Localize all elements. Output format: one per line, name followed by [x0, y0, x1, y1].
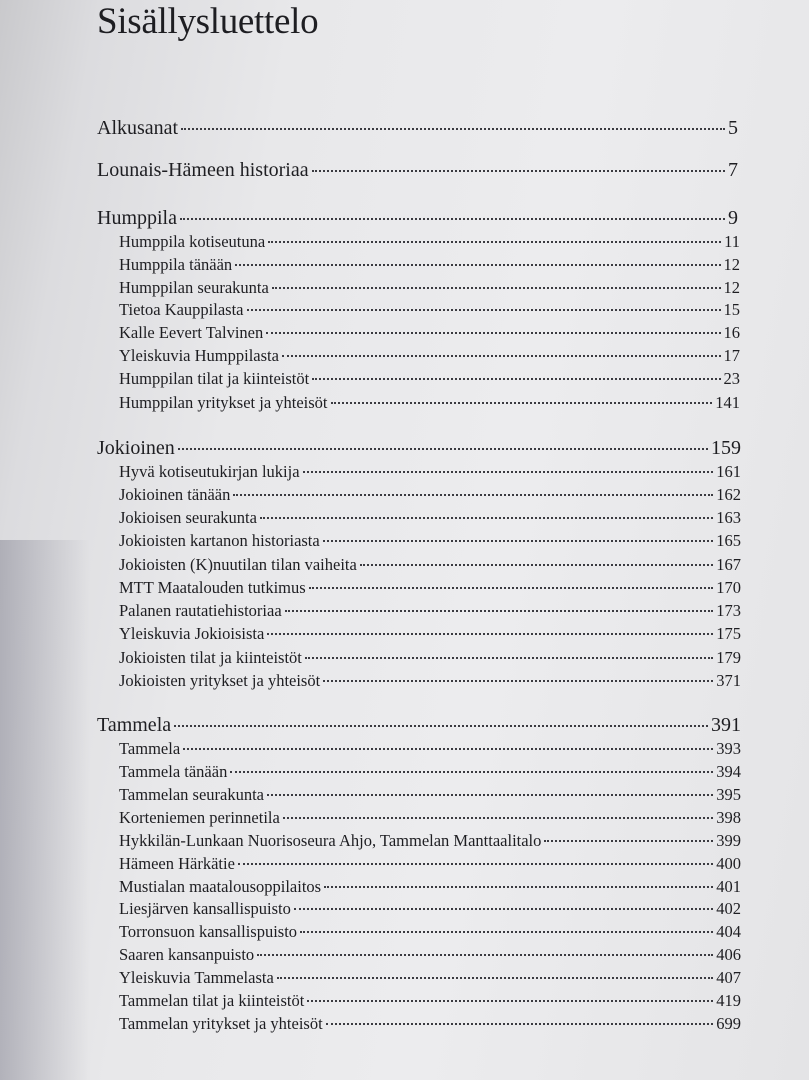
entry-title: Torronsuon kansallispuisto — [119, 922, 298, 941]
page-number: 170 — [716, 578, 741, 597]
dot-leader — [307, 1000, 713, 1002]
dot-leader — [233, 494, 713, 496]
page-number: 399 — [716, 831, 741, 850]
dot-leader — [277, 977, 713, 979]
page-number: 11 — [724, 232, 740, 251]
dot-leader — [312, 170, 725, 172]
entry-title: Tammelan seurakunta — [119, 785, 264, 804]
entry-title: Saaren kansanpuisto — [119, 945, 255, 964]
dot-leader — [178, 448, 708, 450]
toc-entry — [119, 601, 741, 621]
entry-title: Hyvä kotiseutukirjan lukija — [119, 462, 300, 481]
page-number: 12 — [723, 278, 740, 297]
dot-leader — [260, 517, 713, 519]
page-number: 395 — [716, 785, 741, 804]
page-number: 163 — [716, 508, 741, 527]
page-number: 699 — [716, 1014, 741, 1033]
page-number: 23 — [723, 369, 740, 388]
toc-entry — [119, 485, 741, 505]
page-number: 17 — [723, 346, 740, 365]
toc-entry — [119, 578, 741, 598]
entry-title: Tammelan tilat ja kiinteistöt — [119, 991, 305, 1010]
dot-leader — [309, 587, 714, 589]
dot-leader — [326, 1023, 714, 1025]
page-number: 398 — [716, 808, 741, 827]
dot-leader — [267, 633, 713, 635]
page-number: 7 — [728, 159, 738, 181]
toc-section — [97, 206, 738, 230]
entry-title: Jokioisten (K)nuutilan tilan vaiheita — [119, 555, 357, 574]
entry-title: Kalle Eevert Talvinen — [119, 323, 264, 342]
page-number: 419 — [716, 991, 741, 1010]
toc-entry — [119, 462, 741, 482]
toc-entry — [119, 968, 741, 988]
dot-leader — [331, 402, 713, 404]
dot-leader — [285, 610, 714, 612]
toc-entry — [119, 393, 740, 413]
toc-entry — [119, 531, 741, 551]
page-number: 15 — [723, 300, 740, 319]
entry-title: Jokioisen seurakunta — [119, 508, 257, 527]
entry-title: Mustialan maatalousoppilaitos — [119, 877, 322, 896]
page-number: 159 — [711, 437, 741, 459]
dot-leader — [544, 840, 713, 842]
page-number: 12 — [723, 255, 740, 274]
toc-entry — [119, 508, 741, 528]
page-number: 391 — [711, 714, 741, 736]
dot-leader — [272, 287, 721, 289]
toc-entry — [119, 808, 741, 828]
toc-section — [97, 158, 738, 182]
dot-leader — [247, 309, 721, 311]
entry-title: Humppila kotiseutuna — [119, 232, 266, 251]
page-number: 371 — [716, 671, 741, 690]
entry-title: Jokioinen tänään — [119, 485, 231, 504]
page-number: 401 — [716, 877, 741, 896]
toc-entry — [119, 555, 741, 575]
entry-title: Jokioisten yritykset ja yhteisöt — [119, 671, 321, 690]
page-number: 9 — [728, 207, 738, 229]
page-number: 406 — [716, 945, 741, 964]
page-number: 141 — [715, 393, 740, 412]
entry-title: Jokioisten kartanon historiasta — [119, 531, 320, 550]
dot-leader — [283, 817, 713, 819]
page-number: 402 — [716, 899, 741, 918]
page-number: 173 — [716, 601, 741, 620]
page-number: 16 — [723, 323, 740, 342]
entry-title: Jokioinen — [97, 437, 175, 459]
page-number: 5 — [728, 117, 738, 139]
page-number: 161 — [716, 462, 741, 481]
page-number: 175 — [716, 624, 741, 643]
entry-title: Yleiskuvia Humppilasta — [119, 346, 279, 365]
page-shadow — [0, 540, 90, 1080]
entry-title: Liesjärven kansallispuisto — [119, 899, 291, 918]
page-number: 400 — [716, 854, 741, 873]
entry-title: Humppilan yritykset ja yhteisöt — [119, 393, 328, 412]
dot-leader — [303, 471, 714, 473]
entry-title: Hämeen Härkätie — [119, 854, 235, 873]
entry-title: Tammelan yritykset ja yhteisöt — [119, 1014, 323, 1033]
page-number: 404 — [716, 922, 741, 941]
dot-leader — [282, 355, 721, 357]
dot-leader — [266, 332, 720, 334]
dot-leader — [294, 908, 713, 910]
toc-entry — [119, 922, 741, 942]
dot-leader — [305, 657, 713, 659]
entry-title: Humppilan tilat ja kiinteistöt — [119, 369, 310, 388]
page-number: 393 — [716, 739, 741, 758]
page-number: 407 — [716, 968, 741, 987]
dot-leader — [230, 771, 713, 773]
entry-title: Yleiskuvia Tammelasta — [119, 968, 274, 987]
dot-leader — [360, 564, 713, 566]
dot-leader — [312, 378, 720, 380]
entry-title: Tammela tänään — [119, 762, 228, 781]
entry-title: Humppilan seurakunta — [119, 278, 269, 297]
entry-title: Tammela — [97, 714, 172, 736]
toc-entry — [119, 945, 741, 965]
entry-title: Hykkilän-Lunkaan Nuorisoseura Ahjo, Tammelan Manttaalitalo — [119, 831, 542, 850]
toc-entry — [119, 278, 740, 298]
page-number: 165 — [716, 531, 741, 550]
dot-leader — [268, 241, 721, 243]
dot-leader — [257, 954, 713, 956]
dot-leader — [300, 931, 713, 933]
dot-leader — [180, 218, 725, 220]
dot-leader — [181, 128, 725, 130]
dot-leader — [174, 725, 708, 727]
toc-entry — [119, 300, 740, 320]
toc-entry — [119, 1014, 741, 1034]
dot-leader — [267, 794, 713, 796]
toc-entry — [119, 671, 741, 691]
toc-entry — [119, 831, 741, 851]
toc-entry — [119, 323, 740, 343]
entry-title: Alkusanat — [97, 117, 179, 139]
toc-entry — [119, 369, 740, 389]
dot-leader — [323, 540, 714, 542]
toc-section — [97, 436, 741, 460]
page-number: 162 — [716, 485, 741, 504]
entry-title: Lounais-Hämeen historiaa — [97, 159, 309, 181]
entry-title: MTT Maatalouden tutkimus — [119, 578, 306, 597]
toc-entry — [119, 648, 741, 668]
dot-leader — [183, 748, 713, 750]
dot-leader — [235, 264, 720, 266]
dot-leader — [324, 886, 713, 888]
dot-leader — [238, 863, 713, 865]
dot-leader — [323, 680, 713, 682]
entry-title: Humppila tänään — [119, 255, 233, 274]
toc-section — [97, 116, 738, 140]
toc-entry — [119, 991, 741, 1011]
entry-title: Palanen rautatiehistoriaa — [119, 601, 282, 620]
toc-section — [97, 713, 741, 737]
entry-title: Tammela — [119, 739, 181, 758]
toc-entry — [119, 739, 741, 759]
toc-entry — [119, 762, 741, 782]
page-title: Sisällysluettelo — [97, 1, 319, 42]
toc-entry — [119, 854, 741, 874]
page-number: 394 — [716, 762, 741, 781]
toc-entry — [119, 255, 740, 275]
page-number: 167 — [716, 555, 741, 574]
toc-entry — [119, 899, 741, 919]
toc-entry — [119, 624, 741, 644]
entry-title: Korteniemen perinnetila — [119, 808, 280, 827]
page-number: 179 — [716, 648, 741, 667]
toc-entry — [119, 877, 741, 897]
entry-title: Yleiskuvia Jokioisista — [119, 624, 265, 643]
toc-entry — [119, 346, 740, 366]
toc-entry — [119, 785, 741, 805]
entry-title: Tietoa Kauppilasta — [119, 300, 244, 319]
toc-entry — [119, 232, 740, 252]
entry-title: Jokioisten tilat ja kiinteistöt — [119, 648, 302, 667]
entry-title: Humppila — [97, 207, 177, 229]
